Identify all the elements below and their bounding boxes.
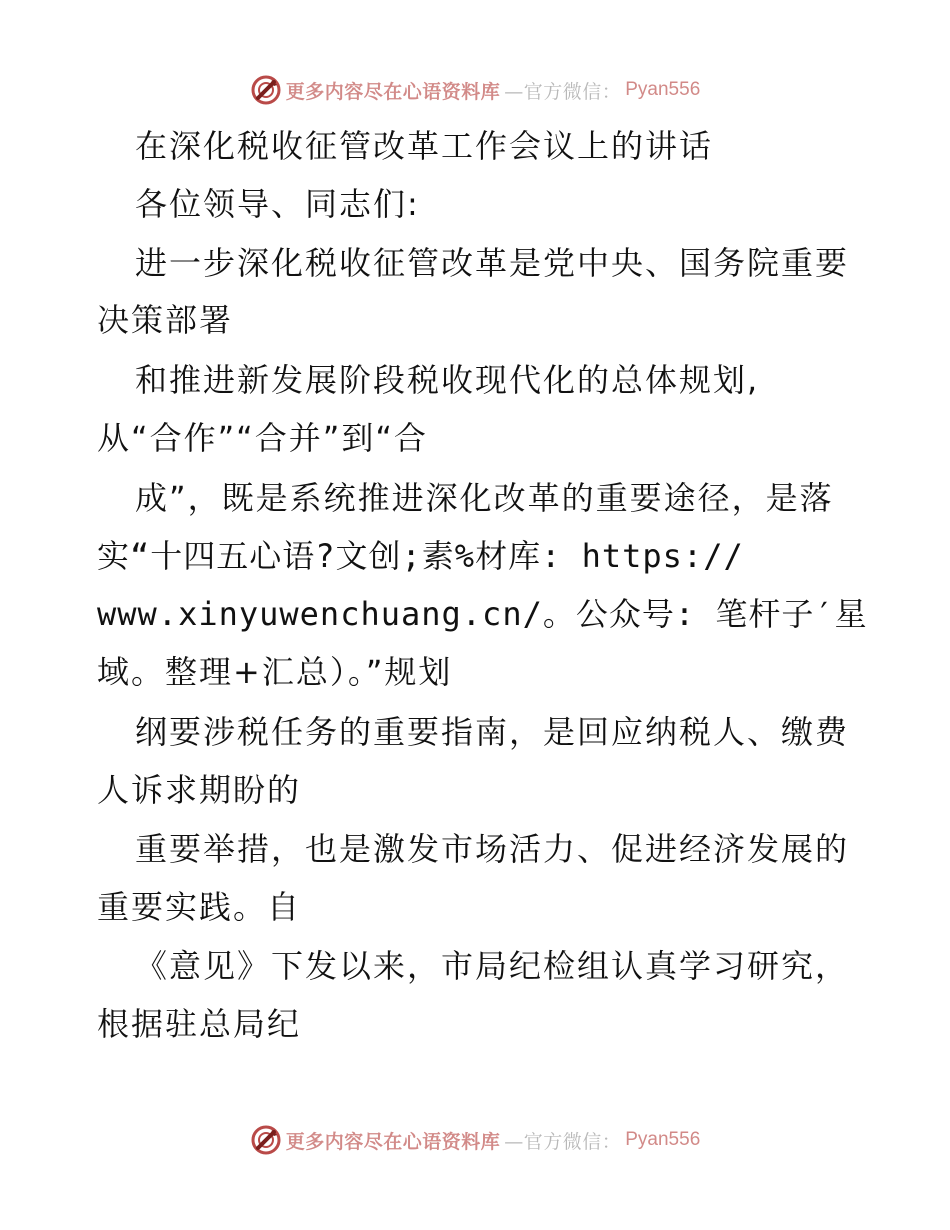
logo-icon [250, 1124, 282, 1156]
paragraph-line: 《意见》下发以来，市局纪检组认真学习研究， [135, 947, 850, 985]
paragraph-line: 纲要涉税任务的重要指南，是回应纳税人、缴费 [135, 713, 850, 751]
paragraph-line: www.xinyuwenchuang.cn/。公众号: 笔杆子′星 [97, 595, 868, 633]
paragraph-line: 进一步深化税收征管改革是党中央、国务院重要 [135, 244, 850, 282]
paragraph-line: 和推进新发展阶段税收现代化的总体规划, [135, 361, 760, 399]
paragraph-line: 实“十四五心语?文创;素%材库: https:// [97, 537, 744, 575]
paragraph-line: 域。整理+汇总）。”规划 [97, 653, 453, 691]
footer-banner-wechat-id: Pyan556 [625, 1129, 701, 1150]
paragraph-line: 重要实践。自 [97, 888, 302, 926]
header-banner-wechat-label: —官方微信： [504, 80, 622, 103]
footer-banner [0, 1123, 950, 1157]
paragraph-line: 重要举措，也是激发市场活力、促进经济发展的 [135, 830, 850, 868]
paragraph-line: 从“合作”“合并”到“合 [97, 419, 428, 457]
footer-banner-title: 更多内容尽在心语资料库 [285, 1130, 501, 1153]
header-banner [0, 73, 950, 107]
footer-banner-wechat-label: —官方微信： [504, 1130, 622, 1153]
paragraph-line: 人诉求期盼的 [97, 771, 302, 809]
header-banner-wechat-id: Pyan556 [625, 79, 701, 100]
paragraph-line: 决策部署 [97, 301, 234, 339]
document-salutation: 各位领导、同志们: [135, 185, 420, 223]
document-title: 在深化税收征管改革工作会议上的讲话 [135, 127, 714, 165]
paragraph-line: 根据驻总局纪 [97, 1005, 302, 1043]
paragraph-line: 成”，既是系统推进深化改革的重要途径，是落 [135, 479, 834, 517]
header-banner-title: 更多内容尽在心语资料库 [285, 80, 501, 103]
logo-icon [250, 74, 282, 106]
